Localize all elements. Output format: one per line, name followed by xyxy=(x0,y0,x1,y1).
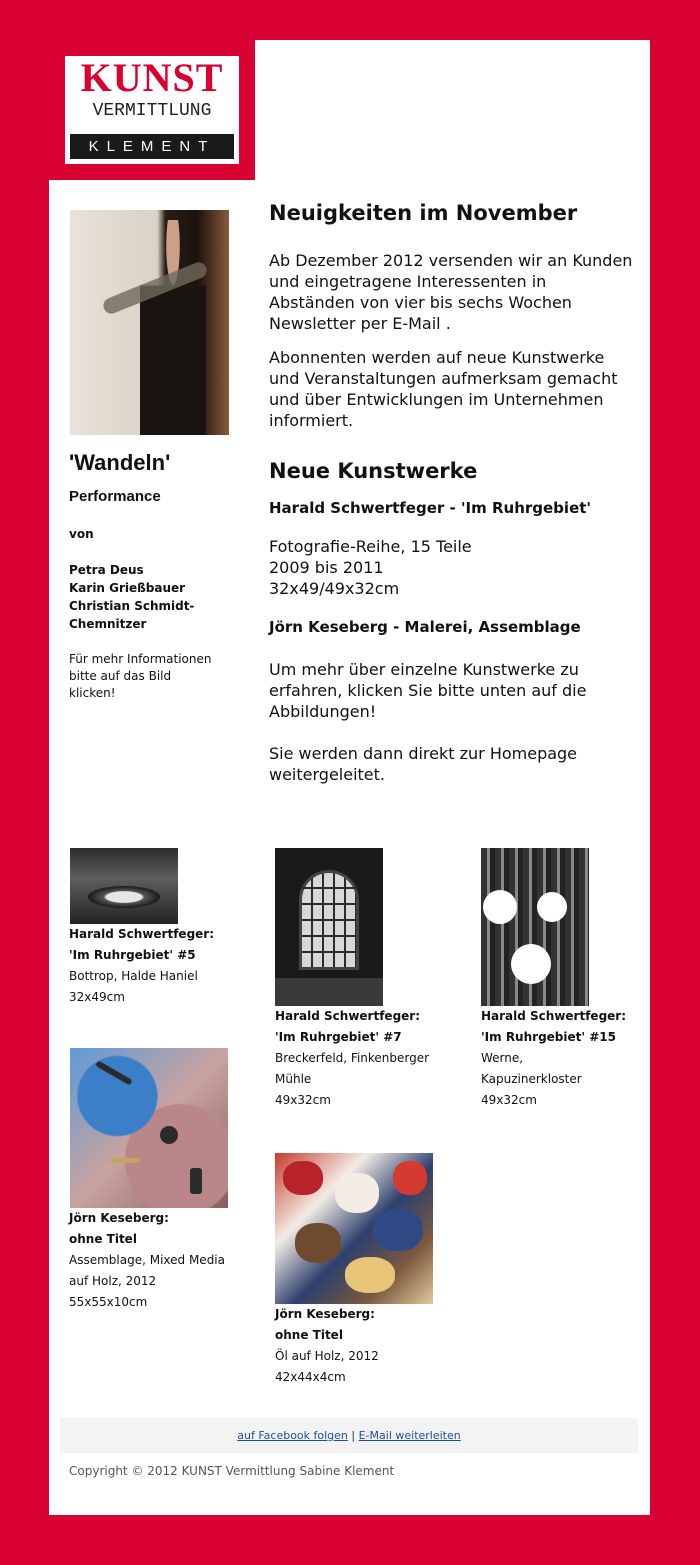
name-line: Petra Deus xyxy=(69,563,144,577)
text-line: Abbildungen! xyxy=(269,702,377,721)
text-line: und eingetragene Interessenten in xyxy=(269,272,547,291)
caption-artist: Harald Schwertfeger: xyxy=(481,1009,627,1023)
name-line: Karin Grießbauer xyxy=(69,581,186,595)
sidebar-von: von xyxy=(69,527,94,541)
paint-shape xyxy=(295,1223,341,1263)
artwork-thumbnail-ruhrgebiet-7[interactable] xyxy=(275,848,383,1006)
facebook-link[interactable]: auf Facebook folgen xyxy=(237,1429,348,1442)
artwork-thumbnail-keseberg-assemblage[interactable] xyxy=(70,1048,228,1208)
sidebar-names xyxy=(69,561,229,633)
object-shape xyxy=(160,1126,178,1144)
text-line: Fotografie-Reihe, 15 Teile xyxy=(269,537,472,556)
text-line: weitergeleitet. xyxy=(269,765,385,784)
logo-klement-text: KLEMENT xyxy=(70,134,234,159)
caption-artist: Harald Schwertfeger: xyxy=(275,1009,421,1023)
paragraph-intro xyxy=(269,250,634,334)
artwork-caption xyxy=(275,1304,445,1388)
text-line: und über Entwicklungen im Unternehmen xyxy=(269,390,604,409)
caption-line: Breckerfeld, Finkenberger xyxy=(275,1051,430,1065)
paragraph-abonnenten xyxy=(269,347,634,431)
main-content xyxy=(269,200,634,785)
caption-line: Werne, xyxy=(481,1051,524,1065)
text-line: 2009 bis 2011 xyxy=(269,558,384,577)
performance-photo[interactable] xyxy=(70,210,229,435)
copyright-text: Copyright © 2012 KUNST Vermittlung Sabine Klement xyxy=(69,1464,395,1478)
caption-line: 55x55x10cm xyxy=(69,1295,148,1309)
name-line: Chemnitzer xyxy=(69,617,147,631)
caption-title: ohne Titel xyxy=(69,1232,137,1246)
artist1-details xyxy=(269,536,634,599)
heading-neuigkeiten: Neuigkeiten im November xyxy=(269,201,578,225)
footer-links xyxy=(60,1418,638,1453)
caption-title: 'Im Ruhrgebiet' #7 xyxy=(275,1030,402,1044)
caption-line: Assemblage, Mixed Media xyxy=(69,1253,225,1267)
logo[interactable] xyxy=(65,56,239,164)
window-shape xyxy=(299,870,359,970)
paint-shape xyxy=(345,1257,395,1293)
artwork-thumbnail-keseberg-oel[interactable] xyxy=(275,1153,433,1304)
caption-line: 32x49cm xyxy=(69,990,125,1004)
text-line: Um mehr über einzelne Kunstwerke zu xyxy=(269,660,579,679)
lamp-shape xyxy=(483,890,517,924)
info-line: klicken! xyxy=(69,686,116,700)
caption-title: ohne Titel xyxy=(275,1328,343,1342)
caption-artist: Harald Schwertfeger: xyxy=(69,927,215,941)
forward-email-link[interactable]: E-Mail weiterleiten xyxy=(358,1429,461,1442)
artist1-heading: Harald Schwertfeger - 'Im Ruhrgebiet' xyxy=(269,499,592,517)
paint-shape xyxy=(373,1209,423,1251)
paragraph-weiterleitung xyxy=(269,743,634,785)
artwork-caption xyxy=(481,1006,651,1111)
caption-artist: Jörn Keseberg: xyxy=(275,1307,375,1321)
text-line: Sie werden dann direkt zur Homepage xyxy=(269,744,578,763)
paint-shape xyxy=(393,1161,427,1195)
text-line: informiert. xyxy=(269,411,354,430)
artwork-caption xyxy=(69,924,239,1008)
artwork-thumbnail-ruhrgebiet-15[interactable] xyxy=(481,848,589,1006)
caption-line: auf Holz, 2012 xyxy=(69,1274,157,1288)
caption-line: 49x32cm xyxy=(481,1093,537,1107)
heading-neue-kunstwerke: Neue Kunstwerke xyxy=(269,459,478,483)
text-line: erfahren, klicken Sie bitte unten auf die xyxy=(269,681,587,700)
logo-vermittlung-text: VERMITTLUNG xyxy=(92,101,212,121)
object-shape xyxy=(95,1060,133,1085)
caption-line: 42x44x4cm xyxy=(275,1370,346,1384)
lamp-shape xyxy=(511,944,551,984)
sidebar-subtitle: Performance xyxy=(69,488,161,505)
caption-line: Kapuzinerkloster xyxy=(481,1072,582,1086)
info-line: bitte auf das Bild xyxy=(69,669,172,683)
sidebar-title: 'Wandeln' xyxy=(69,450,171,475)
logo-kunst-text: KUNST xyxy=(80,55,224,100)
lamp-shape xyxy=(537,892,567,922)
caption-line: Öl auf Holz, 2012 xyxy=(275,1349,379,1363)
artwork-caption xyxy=(275,1006,445,1111)
text-line: Newsletter per E-Mail . xyxy=(269,314,451,333)
artist2-heading: Jörn Keseberg - Malerei, Assemblage xyxy=(269,618,581,636)
artwork-thumbnail-ruhrgebiet-5[interactable] xyxy=(70,848,178,924)
caption-line: Bottrop, Halde Haniel xyxy=(69,969,198,983)
text-line: und Veranstaltungen aufmerksam gemacht xyxy=(269,369,618,388)
landscape-shape xyxy=(88,886,160,908)
link-separator: | xyxy=(347,1429,359,1442)
text-line: Ab Dezember 2012 versenden wir an Kunden xyxy=(269,251,633,270)
paint-shape xyxy=(335,1173,379,1213)
sidebar-info xyxy=(69,651,229,702)
object-shape xyxy=(190,1168,202,1194)
caption-line: 49x32cm xyxy=(275,1093,331,1107)
paint-shape xyxy=(283,1161,323,1195)
newsletter-card xyxy=(49,40,650,1515)
text-line: 32x49/49x32cm xyxy=(269,579,400,598)
paragraph-hinweis xyxy=(269,659,634,722)
info-line: Für mehr Informationen xyxy=(69,652,212,666)
caption-artist: Jörn Keseberg: xyxy=(69,1211,169,1225)
table-shape xyxy=(275,978,383,1006)
caption-title: 'Im Ruhrgebiet' #15 xyxy=(481,1030,616,1044)
name-line: Christian Schmidt- xyxy=(69,599,195,613)
object-shape xyxy=(110,1158,140,1163)
artwork-caption xyxy=(69,1208,239,1313)
dancer-figure xyxy=(140,220,206,435)
text-line: Abonnenten werden auf neue Kunstwerke xyxy=(269,348,605,367)
logo-area[interactable] xyxy=(49,40,255,180)
caption-title: 'Im Ruhrgebiet' #5 xyxy=(69,948,196,962)
caption-line: Mühle xyxy=(275,1072,312,1086)
text-line: Abständen von vier bis sechs Wochen xyxy=(269,293,572,312)
